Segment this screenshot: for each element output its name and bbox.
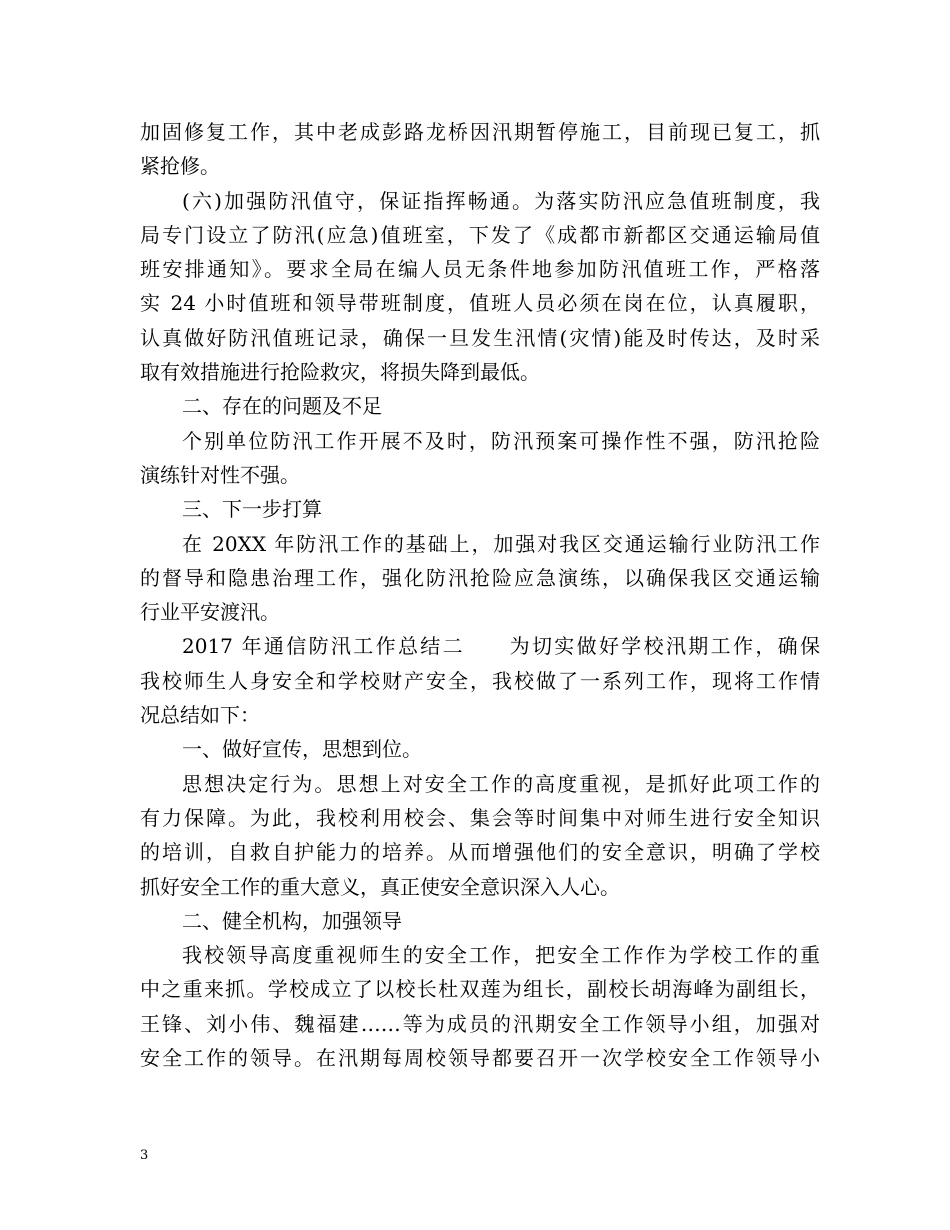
text-line: 安全工作的领导。在汛期每周校领导都要召开一次学校安全工作领导小	[140, 1046, 820, 1071]
page-number: 3	[140, 1148, 149, 1163]
section-heading: 二、存在的问题及不足	[182, 394, 382, 419]
text-line: 的培训，自救自护能力的培养。从而增强他们的安全意识，明确了学校	[140, 840, 820, 865]
text-line: 演练针对性不强。	[140, 462, 300, 487]
text-line: 班安排通知》。要求全局在编人员无条件地参加防汛值班工作，严格落	[140, 257, 820, 282]
text-line: 认真做好防汛值班记录，确保一旦发生汛情(灾情)能及时传达，及时采	[140, 325, 820, 350]
text-line: 局专门设立了防汛(应急)值班室，下发了《成都市新都区交通运输局值	[140, 222, 820, 247]
text-line: 加固修复工作，其中老成彭路龙桥因汛期暂停施工，目前现已复工，抓	[140, 120, 820, 144]
text-line: 个别单位防汛工作开展不及时，防汛预案可操作性不强，防汛抢险	[182, 428, 820, 453]
text-line: 在 20XX 年防汛工作的基础上，加强对我区交通运输行业防汛工作	[182, 531, 820, 556]
text-line: 紧抢修。	[140, 154, 220, 179]
section-heading: 一、做好宣传，思想到位。	[182, 737, 422, 762]
text-line: (六)加强防汛值守，保证指挥畅通。为落实防汛应急值班制度，我	[182, 188, 820, 213]
section-heading: 二、健全机构，加强领导	[182, 908, 402, 933]
text-line: 2017 年通信防汛工作总结二 为切实做好学校汛期工作，确保	[182, 634, 820, 659]
text-line: 我校师生人身安全和学校财产安全，我校做了一系列工作，现将工作情	[140, 668, 820, 693]
text-line: 行业平安渡汛。	[140, 600, 280, 625]
section-heading: 三、下一步打算	[182, 497, 322, 522]
text-line: 我校领导高度重视师生的安全工作，把安全工作作为学校工作的重	[182, 943, 820, 968]
text-line: 取有效措施进行抢险救灾，将损失降到最低。	[140, 360, 540, 385]
text-line: 有力保障。为此，我校利用校会、集会等时间集中对师生进行安全知识	[140, 805, 820, 830]
text-line: 实 24 小时值班和领导带班制度，值班人员必须在岗在位，认真履职，	[140, 291, 820, 316]
text-line: 的督导和隐患治理工作，强化防汛抢险应急演练，以确保我区交通运输	[140, 565, 820, 590]
text-line: 王锋、刘小伟、魏福建……等为成员的汛期安全工作领导小组，加强对	[140, 1011, 820, 1036]
text-line: 思想决定行为。思想上对安全工作的高度重视，是抓好此项工作的	[182, 771, 820, 796]
text-line: 中之重来抓。学校成立了以校长杜双莲为组长，副校长胡海峰为副组长，	[140, 977, 820, 1002]
document-body	[140, 115, 820, 1075]
text-line: 抓好安全工作的重大意义，真正使安全意识深入人心。	[140, 874, 620, 899]
text-line: 况总结如下：	[140, 703, 260, 728]
